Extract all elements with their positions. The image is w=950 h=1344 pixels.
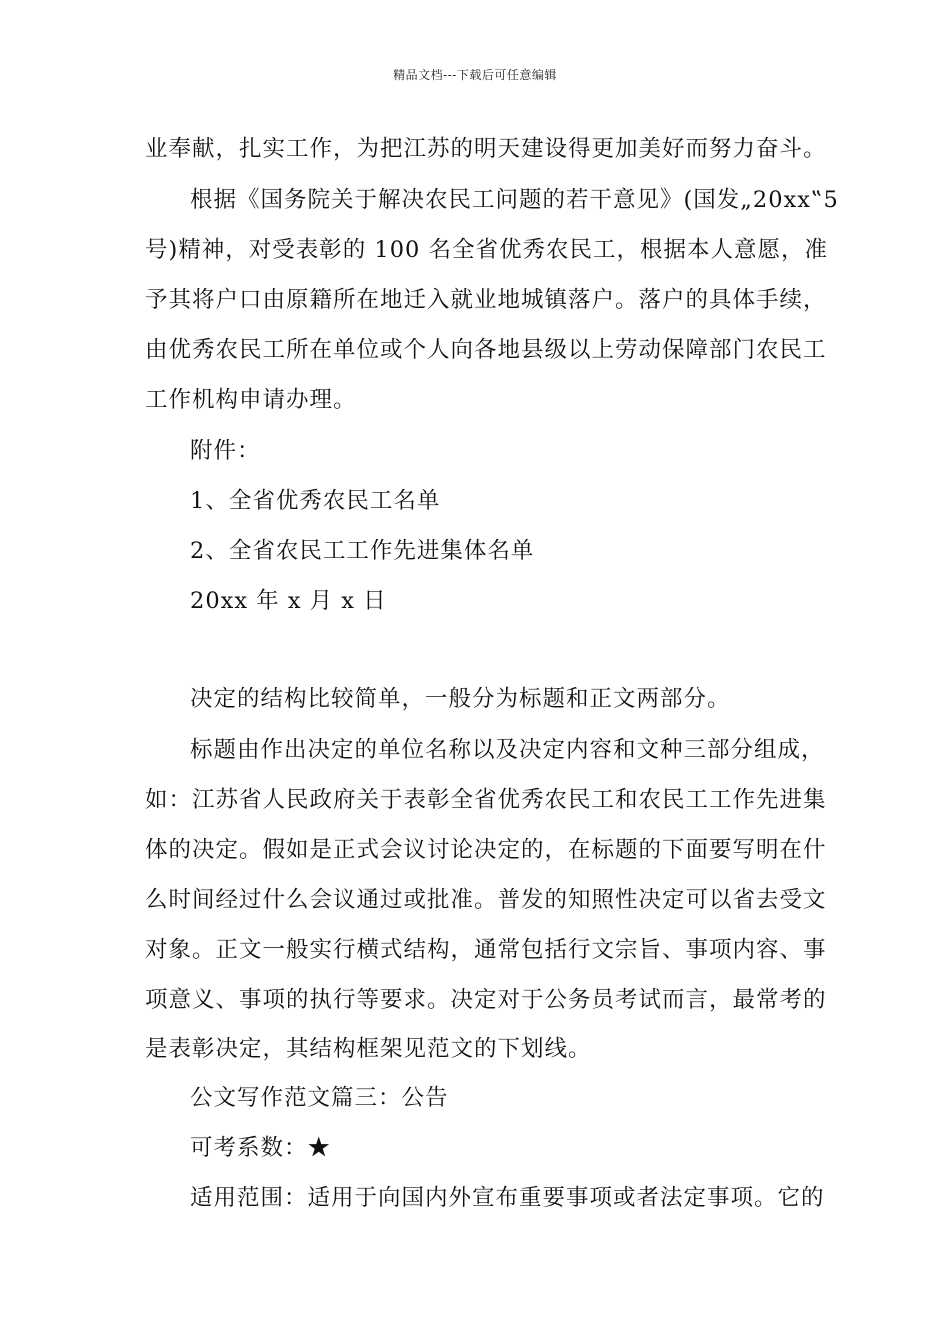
paragraph-line: 体的决定。假如是正式会议讨论决定的，在标题的下面要写明在什	[145, 837, 827, 863]
paragraph-line: 适用范围：适用于向国内外宣布重要事项或者法定事项。它的	[190, 1185, 825, 1211]
attachment-heading: 附件：	[190, 438, 261, 464]
document-date: 20xx 年 x 月 x 日	[190, 588, 387, 614]
paragraph-line: 予其将户口由原籍所在地迁入就业地城镇落户。落户的具体手续，	[145, 287, 827, 313]
paragraph-line: 决定的结构比较简单，一般分为标题和正文两部分。	[190, 686, 731, 712]
paragraph-line: 项意义、事项的执行等要求。决定对于公务员考试而言，最常考的	[145, 987, 827, 1013]
exam-rating: 可考系数：★	[190, 1135, 332, 1161]
paragraph-line: 对象。正文一般实行横式结构，通常包括行文宗旨、事项内容、事	[145, 937, 827, 963]
paragraph-line: 由优秀农民工所在单位或个人向各地县级以上劳动保障部门农民工	[145, 337, 827, 363]
paragraph-line: 么时间经过什么会议通过或批准。普发的知照性决定可以省去受文	[145, 887, 827, 913]
paragraph-line: 工作机构申请办理。	[145, 387, 357, 413]
attachment-item: 1、全省优秀农民工名单	[190, 488, 441, 514]
paragraph-line: 根据《国务院关于解决农民工问题的若干意见》(国发„20xx‟5	[190, 187, 839, 213]
paragraph-line: 业奉献，扎实工作，为把江苏的明天建设得更加美好而努力奋斗。	[145, 136, 827, 162]
section-heading: 公文写作范文篇三：公告	[190, 1085, 449, 1111]
paragraph-line: 如：江苏省人民政府关于表彰全省优秀农民工和农民工工作先进集	[145, 787, 827, 813]
paragraph-line: 标题由作出决定的单位名称以及决定内容和文种三部分组成，	[190, 737, 825, 763]
paragraph-line: 是表彰决定，其结构框架见范文的下划线。	[145, 1036, 592, 1062]
page-header: 精品文档---下载后可任意编辑	[393, 68, 557, 82]
paragraph-line: 号)精神，对受表彰的 100 名全省优秀农民工，根据本人意愿，准	[145, 237, 829, 263]
attachment-item: 2、全省农民工工作先进集体名单	[190, 538, 535, 564]
